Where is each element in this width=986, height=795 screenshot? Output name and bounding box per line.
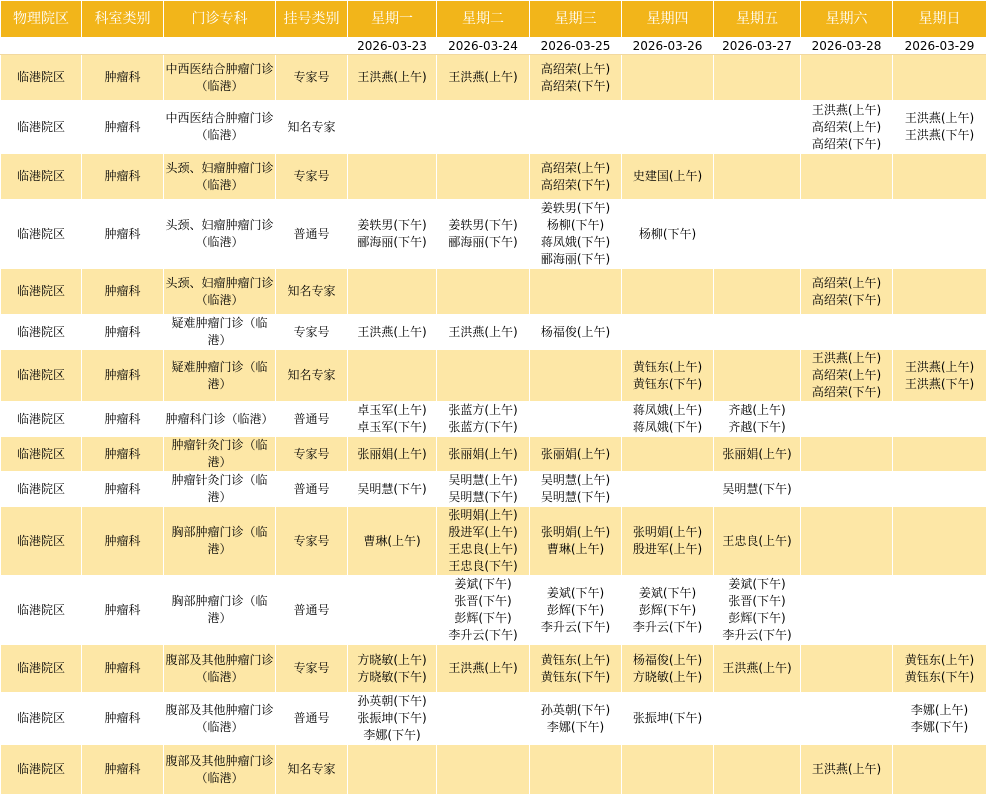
day-cell-sun (893, 402, 986, 437)
date-spacer (1, 38, 82, 55)
reg-type-cell: 知名专家 (276, 350, 348, 402)
dept-cell: 肿瘤科 (82, 55, 164, 101)
dept-cell: 肿瘤科 (82, 402, 164, 437)
doctor-slot[interactable]: 张丽娟(上午) (715, 446, 799, 463)
day-cell-thu (622, 576, 714, 645)
doctor-slot[interactable]: 孙英朝(下午) (531, 702, 620, 719)
specialty-cell: 头颈、妇瘤肿瘤门诊（临港） (164, 269, 276, 315)
doctor-slot[interactable]: 王洪燕(上午) (438, 69, 528, 86)
dept-cell: 肿瘤科 (82, 437, 164, 472)
day-cell-sat (801, 315, 893, 350)
dept-cell: 肿瘤科 (82, 101, 164, 154)
doctor-slot[interactable]: 高绍荣(下午) (802, 136, 891, 153)
day-cell-thu (622, 101, 714, 154)
day-cell-thu (622, 350, 714, 402)
schedule-row (1, 645, 986, 693)
specialty-cell: 头颈、妇瘤肿瘤门诊（临港） (164, 200, 276, 269)
doctor-slot[interactable]: 高绍荣(上午) (802, 119, 891, 136)
doctor-slot[interactable]: 王洪燕(上午) (349, 69, 435, 86)
campus-cell: 临港院区 (1, 350, 82, 402)
day-cell-mon (348, 472, 437, 507)
col-header-thu: 星期四 (622, 1, 714, 38)
col-header-wed: 星期三 (530, 1, 622, 38)
doctor-slot[interactable]: 姜斌(下午) (623, 585, 712, 602)
dept-cell: 肿瘤科 (82, 200, 164, 269)
day-cell-sun (893, 55, 986, 101)
doctor-slot[interactable]: 王洪燕(上午) (438, 660, 528, 677)
doctor-slot[interactable]: 姜斌(下午) (715, 576, 799, 593)
day-cell-sat (801, 437, 893, 472)
day-cell-sat (801, 154, 893, 200)
schedule-row (1, 402, 986, 437)
day-cell-thu (622, 315, 714, 350)
day-cell-thu (622, 745, 714, 795)
doctor-slot[interactable]: 李升云(下午) (623, 619, 712, 636)
specialty-cell: 疑难肿瘤门诊（临港） (164, 350, 276, 402)
campus-cell: 临港院区 (1, 269, 82, 315)
date-fri: 2026-03-27 (714, 38, 801, 55)
campus-cell: 临港院区 (1, 472, 82, 507)
day-cell-sat (801, 55, 893, 101)
day-cell-tue (437, 576, 530, 645)
day-cell-fri (714, 154, 801, 200)
doctor-slot[interactable]: 高绍荣(下午) (531, 78, 620, 95)
specialty-cell: 中西医结合肿瘤门诊（临港） (164, 55, 276, 101)
day-cell-mon (348, 315, 437, 350)
day-cell-fri (714, 315, 801, 350)
day-cell-fri (714, 200, 801, 269)
schedule-row (1, 472, 986, 507)
doctor-slot[interactable]: 王忠良(上午) (715, 533, 799, 550)
doctor-slot[interactable]: 杨福俊(上午) (623, 652, 712, 669)
doctor-slot[interactable]: 姜斌(下午) (438, 576, 528, 593)
reg-type-cell: 专家号 (276, 437, 348, 472)
doctor-slot[interactable]: 吴明慧(下午) (349, 481, 435, 498)
schedule-row (1, 507, 986, 576)
doctor-slot[interactable]: 李娜(上午) (894, 702, 985, 719)
day-cell-sun (893, 645, 986, 693)
schedule-row (1, 315, 986, 350)
day-cell-sun (893, 101, 986, 154)
specialty-cell: 腹部及其他肿瘤门诊（临港） (164, 645, 276, 693)
doctor-slot[interactable]: 孙英朝(下午) (349, 693, 435, 710)
campus-cell: 临港院区 (1, 154, 82, 200)
day-cell-tue (437, 154, 530, 200)
day-cell-sun (893, 315, 986, 350)
doctor-slot[interactable]: 李娜(下午) (531, 719, 620, 736)
dept-cell: 肿瘤科 (82, 269, 164, 315)
specialty-cell: 肿瘤科门诊（临港） (164, 402, 276, 437)
day-cell-fri (714, 745, 801, 795)
doctor-slot[interactable]: 吴明慧(上午) (531, 472, 620, 489)
day-cell-fri (714, 402, 801, 437)
day-cell-sun (893, 269, 986, 315)
specialty-cell: 腹部及其他肿瘤门诊（临港） (164, 745, 276, 795)
doctor-slot[interactable]: 李升云(下午) (438, 627, 528, 644)
schedule-row (1, 101, 986, 154)
day-cell-sat (801, 402, 893, 437)
specialty-cell: 肿瘤针灸门诊（临港） (164, 437, 276, 472)
day-cell-mon (348, 154, 437, 200)
day-cell-mon (348, 269, 437, 315)
schedule-row (1, 693, 986, 745)
schedule-row (1, 269, 986, 315)
day-cell-sun (893, 472, 986, 507)
day-cell-thu (622, 200, 714, 269)
campus-cell: 临港院区 (1, 101, 82, 154)
doctor-slot[interactable]: 方晓敏(上午) (623, 669, 712, 686)
day-cell-sat (801, 645, 893, 693)
doctor-slot[interactable]: 方晓敏(上午) (349, 652, 435, 669)
day-cell-sun (893, 200, 986, 269)
dept-cell: 肿瘤科 (82, 507, 164, 576)
doctor-slot[interactable]: 王洪燕(上午) (894, 110, 985, 127)
doctor-slot[interactable]: 彭辉(下午) (438, 610, 528, 627)
schedule-row (1, 576, 986, 645)
col-header-sat: 星期六 (801, 1, 893, 38)
doctor-slot[interactable]: 卓玉军(下午) (349, 419, 435, 436)
day-cell-tue (437, 101, 530, 154)
day-cell-fri (714, 101, 801, 154)
day-cell-fri (714, 693, 801, 745)
day-cell-fri (714, 645, 801, 693)
schedule-row (1, 350, 986, 402)
day-cell-tue (437, 315, 530, 350)
date-row (1, 38, 986, 55)
date-spacer (276, 38, 348, 55)
reg-type-cell: 普通号 (276, 693, 348, 745)
doctor-slot[interactable]: 史建国(上午) (623, 168, 712, 185)
doctor-slot[interactable]: 王洪燕(下午) (894, 127, 985, 144)
day-cell-wed (530, 507, 622, 576)
doctor-slot[interactable]: 黄钰东(下午) (531, 669, 620, 686)
dept-cell: 肿瘤科 (82, 472, 164, 507)
doctor-slot[interactable]: 蒋凤娥(下午) (531, 234, 620, 251)
date-spacer (82, 38, 164, 55)
doctor-slot[interactable]: 王洪燕(上午) (802, 102, 891, 119)
doctor-slot[interactable]: 殷进军(上午) (623, 541, 712, 558)
doctor-slot[interactable]: 张蓝方(上午) (438, 402, 528, 419)
day-cell-wed (530, 55, 622, 101)
doctor-slot[interactable]: 高绍荣(上午) (802, 367, 891, 384)
specialty-cell: 疑难肿瘤门诊（临港） (164, 315, 276, 350)
schedule-row (1, 55, 986, 101)
day-cell-wed (530, 472, 622, 507)
doctor-slot[interactable]: 姜轶男(下午) (438, 217, 528, 234)
campus-cell: 临港院区 (1, 437, 82, 472)
doctor-slot[interactable]: 姜轶男(下午) (531, 200, 620, 217)
col-header-dept: 科室类别 (82, 1, 164, 38)
reg-type-cell: 知名专家 (276, 101, 348, 154)
day-cell-sat (801, 507, 893, 576)
doctor-slot[interactable]: 高绍荣(上午) (531, 160, 620, 177)
col-header-campus: 物理院区 (1, 1, 82, 38)
day-cell-tue (437, 437, 530, 472)
day-cell-mon (348, 101, 437, 154)
doctor-slot[interactable]: 高绍荣(上午) (802, 275, 891, 292)
day-cell-thu (622, 693, 714, 745)
doctor-slot[interactable]: 张丽娟(上午) (438, 446, 528, 463)
doctor-slot[interactable]: 殷进军(上午) (438, 524, 528, 541)
doctor-slot[interactable]: 李娜(下午) (894, 719, 985, 736)
day-cell-thu (622, 645, 714, 693)
day-cell-wed (530, 745, 622, 795)
day-cell-thu (622, 55, 714, 101)
doctor-slot[interactable]: 郦海丽(下午) (438, 234, 528, 251)
day-cell-sun (893, 576, 986, 645)
doctor-slot[interactable]: 高绍荣(下午) (802, 292, 891, 309)
col-header-type: 挂号类别 (276, 1, 348, 38)
day-cell-wed (530, 402, 622, 437)
doctor-slot[interactable]: 吴明慧(下午) (531, 489, 620, 506)
reg-type-cell: 普通号 (276, 402, 348, 437)
date-tue: 2026-03-24 (437, 38, 530, 55)
doctor-slot[interactable]: 蒋凤娥(下午) (623, 419, 712, 436)
schedule-row (1, 154, 986, 200)
specialty-cell: 胸部肿瘤门诊（临港） (164, 507, 276, 576)
day-cell-wed (530, 200, 622, 269)
dept-cell: 肿瘤科 (82, 645, 164, 693)
doctor-slot[interactable]: 张丽娟(上午) (349, 446, 435, 463)
dept-cell: 肿瘤科 (82, 576, 164, 645)
day-cell-sun (893, 745, 986, 795)
doctor-slot[interactable]: 黄钰东(上午) (894, 652, 985, 669)
reg-type-cell: 知名专家 (276, 745, 348, 795)
col-header-fri: 星期五 (714, 1, 801, 38)
doctor-slot[interactable]: 高绍荣(下午) (802, 384, 891, 401)
header-row (1, 1, 986, 38)
date-mon: 2026-03-23 (348, 38, 437, 55)
dept-cell: 肿瘤科 (82, 350, 164, 402)
dept-cell: 肿瘤科 (82, 693, 164, 745)
doctor-slot[interactable]: 姜斌(下午) (531, 585, 620, 602)
day-cell-tue (437, 200, 530, 269)
doctor-slot[interactable]: 张晋(下午) (715, 593, 799, 610)
doctor-slot[interactable]: 方晓敏(下午) (349, 669, 435, 686)
dept-cell: 肿瘤科 (82, 315, 164, 350)
day-cell-mon (348, 645, 437, 693)
day-cell-sat (801, 350, 893, 402)
day-cell-mon (348, 576, 437, 645)
date-spacer (164, 38, 276, 55)
col-header-sun: 星期日 (893, 1, 986, 38)
reg-type-cell: 普通号 (276, 200, 348, 269)
day-cell-sat (801, 200, 893, 269)
day-cell-mon (348, 507, 437, 576)
col-header-specialty: 门诊专科 (164, 1, 276, 38)
doctor-slot[interactable]: 王忠良(上午) (438, 541, 528, 558)
doctor-slot[interactable]: 郦海丽(下午) (531, 251, 620, 268)
day-cell-mon (348, 402, 437, 437)
reg-type-cell: 普通号 (276, 576, 348, 645)
doctor-slot[interactable]: 张振坤(下午) (623, 710, 712, 727)
doctor-slot[interactable]: 蒋凤娥(上午) (623, 402, 712, 419)
day-cell-tue (437, 269, 530, 315)
doctor-slot[interactable]: 张明娟(上午) (623, 524, 712, 541)
campus-cell: 临港院区 (1, 200, 82, 269)
doctor-slot[interactable]: 张丽娟(上午) (531, 446, 620, 463)
day-cell-sat (801, 745, 893, 795)
doctor-slot[interactable]: 吴明慧(下午) (438, 489, 528, 506)
day-cell-sun (893, 154, 986, 200)
day-cell-fri (714, 472, 801, 507)
doctor-slot[interactable]: 张晋(下午) (438, 593, 528, 610)
day-cell-wed (530, 154, 622, 200)
reg-type-cell: 知名专家 (276, 269, 348, 315)
doctor-slot[interactable]: 吴明慧(上午) (438, 472, 528, 489)
doctor-slot[interactable]: 彭辉(下午) (715, 610, 799, 627)
doctor-slot[interactable]: 曹琳(上午) (349, 533, 435, 550)
doctor-slot[interactable]: 王洪燕(上午) (715, 660, 799, 677)
day-cell-thu (622, 402, 714, 437)
date-wed: 2026-03-25 (530, 38, 622, 55)
day-cell-tue (437, 745, 530, 795)
day-cell-fri (714, 507, 801, 576)
day-cell-sun (893, 437, 986, 472)
doctor-slot[interactable]: 杨福俊(上午) (531, 324, 620, 341)
reg-type-cell: 专家号 (276, 507, 348, 576)
campus-cell: 临港院区 (1, 55, 82, 101)
day-cell-fri (714, 437, 801, 472)
dept-cell: 肿瘤科 (82, 154, 164, 200)
dept-cell: 肿瘤科 (82, 745, 164, 795)
day-cell-mon (348, 693, 437, 745)
doctor-slot[interactable]: 李娜(下午) (349, 727, 435, 744)
doctor-slot[interactable]: 高绍荣(上午) (531, 61, 620, 78)
specialty-cell: 腹部及其他肿瘤门诊（临港） (164, 693, 276, 745)
col-header-mon: 星期一 (348, 1, 437, 38)
campus-cell: 临港院区 (1, 402, 82, 437)
doctor-slot[interactable]: 张振坤(下午) (349, 710, 435, 727)
doctor-slot[interactable]: 黄钰东(上午) (531, 652, 620, 669)
day-cell-sun (893, 693, 986, 745)
campus-cell: 临港院区 (1, 693, 82, 745)
campus-cell: 临港院区 (1, 576, 82, 645)
doctor-slot[interactable]: 王洪燕(上午) (802, 350, 891, 367)
day-cell-wed (530, 101, 622, 154)
doctor-slot[interactable]: 姜轶男(下午) (349, 217, 435, 234)
day-cell-sun (893, 350, 986, 402)
day-cell-thu (622, 269, 714, 315)
doctor-slot[interactable]: 黄钰东(下午) (623, 376, 712, 393)
day-cell-fri (714, 350, 801, 402)
day-cell-tue (437, 645, 530, 693)
doctor-slot[interactable]: 王洪燕(上午) (894, 359, 985, 376)
doctor-slot[interactable]: 彭辉(下午) (531, 602, 620, 619)
campus-cell: 临港院区 (1, 645, 82, 693)
specialty-cell: 头颈、妇瘤肿瘤门诊（临港） (164, 154, 276, 200)
doctor-slot[interactable]: 彭辉(下午) (623, 602, 712, 619)
day-cell-fri (714, 576, 801, 645)
doctor-slot[interactable]: 齐越(上午) (715, 402, 799, 419)
doctor-slot[interactable]: 李升云(下午) (531, 619, 620, 636)
day-cell-wed (530, 576, 622, 645)
doctor-slot[interactable]: 郦海丽(下午) (349, 234, 435, 251)
col-header-tue: 星期二 (437, 1, 530, 38)
day-cell-fri (714, 269, 801, 315)
specialty-cell: 中西医结合肿瘤门诊（临港） (164, 101, 276, 154)
schedule-row (1, 745, 986, 795)
day-cell-wed (530, 437, 622, 472)
campus-cell: 临港院区 (1, 507, 82, 576)
day-cell-sun (893, 507, 986, 576)
specialty-cell: 肿瘤针灸门诊（临港） (164, 472, 276, 507)
specialty-cell: 胸部肿瘤门诊（临港） (164, 576, 276, 645)
doctor-slot[interactable]: 李升云(下午) (715, 627, 799, 644)
date-thu: 2026-03-26 (622, 38, 714, 55)
doctor-slot[interactable]: 张明娟(上午) (531, 524, 620, 541)
day-cell-fri (714, 55, 801, 101)
doctor-slot[interactable]: 王洪燕(上午) (802, 761, 891, 778)
date-sat: 2026-03-28 (801, 38, 893, 55)
doctor-slot[interactable]: 杨柳(下午) (623, 226, 712, 243)
day-cell-thu (622, 472, 714, 507)
day-cell-wed (530, 350, 622, 402)
day-cell-tue (437, 402, 530, 437)
reg-type-cell: 普通号 (276, 472, 348, 507)
doctor-slot[interactable]: 张蓝方(下午) (438, 419, 528, 436)
day-cell-mon (348, 350, 437, 402)
campus-cell: 临港院区 (1, 745, 82, 795)
doctor-slot[interactable]: 吴明慧(下午) (715, 481, 799, 498)
day-cell-thu (622, 437, 714, 472)
day-cell-wed (530, 645, 622, 693)
doctor-slot[interactable]: 卓玉军(上午) (349, 402, 435, 419)
doctor-slot[interactable]: 王洪燕(上午) (349, 324, 435, 341)
doctor-slot[interactable]: 高绍荣(下午) (531, 177, 620, 194)
day-cell-wed (530, 269, 622, 315)
doctor-slot[interactable]: 王洪燕(下午) (894, 376, 985, 393)
doctor-slot[interactable]: 王洪燕(上午) (438, 324, 528, 341)
day-cell-tue (437, 693, 530, 745)
day-cell-tue (437, 507, 530, 576)
day-cell-tue (437, 350, 530, 402)
day-cell-tue (437, 55, 530, 101)
doctor-slot[interactable]: 曹琳(上午) (531, 541, 620, 558)
day-cell-sat (801, 693, 893, 745)
day-cell-sat (801, 472, 893, 507)
campus-cell: 临港院区 (1, 315, 82, 350)
doctor-slot[interactable]: 黄钰东(上午) (623, 359, 712, 376)
date-sun: 2026-03-29 (893, 38, 986, 55)
day-cell-thu (622, 154, 714, 200)
day-cell-thu (622, 507, 714, 576)
day-cell-mon (348, 200, 437, 269)
day-cell-mon (348, 55, 437, 101)
doctor-slot[interactable]: 杨柳(下午) (531, 217, 620, 234)
reg-type-cell: 专家号 (276, 154, 348, 200)
schedule-row (1, 200, 986, 269)
day-cell-mon (348, 745, 437, 795)
day-cell-sat (801, 576, 893, 645)
reg-type-cell: 专家号 (276, 55, 348, 101)
doctor-slot[interactable]: 王忠良(下午) (438, 558, 528, 575)
doctor-slot[interactable]: 齐越(下午) (715, 419, 799, 436)
day-cell-mon (348, 437, 437, 472)
day-cell-sat (801, 269, 893, 315)
day-cell-wed (530, 693, 622, 745)
schedule-row (1, 437, 986, 472)
day-cell-sat (801, 101, 893, 154)
reg-type-cell: 专家号 (276, 645, 348, 693)
doctor-slot[interactable]: 张明娟(上午) (438, 507, 528, 524)
day-cell-wed (530, 315, 622, 350)
day-cell-tue (437, 472, 530, 507)
reg-type-cell: 专家号 (276, 315, 348, 350)
doctor-slot[interactable]: 黄钰东(下午) (894, 669, 985, 686)
